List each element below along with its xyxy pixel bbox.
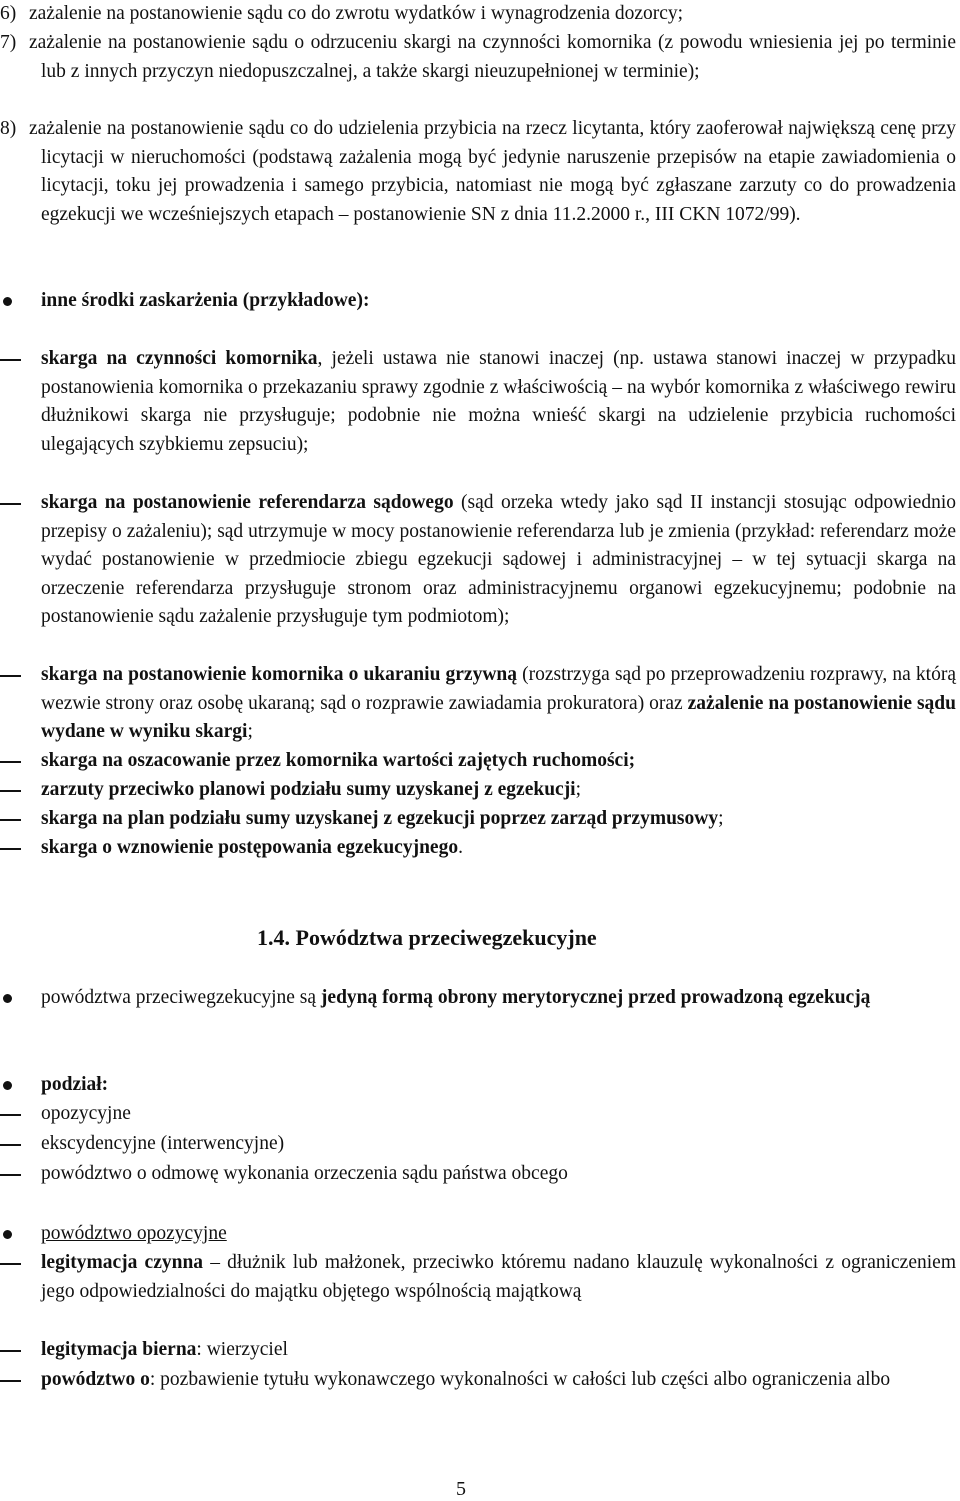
item-text: : wierzyciel	[196, 1339, 288, 1360]
section-title: podział:	[41, 1074, 109, 1095]
dash-icon	[0, 1114, 21, 1116]
dash-item-legitymacja-czynna	[0, 1249, 960, 1306]
item-text: : pozbawienie tytułu wykonawczego wykonalności w całości lub części albo ograniczenia albo	[149, 1369, 891, 1390]
item-bold: skarga na postanowienie komornika o ukaraniu grzywną	[41, 664, 518, 685]
item-bold: zarzuty przeciwko planowi podziału sumy uzyskanej z egzekucji	[41, 779, 576, 800]
item-text: opozycyjne	[41, 1103, 131, 1124]
dash-item-powodztwo-o	[0, 1366, 960, 1395]
item-bold: skarga na czynności komornika	[41, 348, 318, 369]
dash-item-skarga-oszacowanie	[0, 747, 960, 776]
item-text: ;	[575, 779, 582, 800]
inne-srodki-heading	[0, 287, 960, 316]
dash-icon	[0, 848, 21, 850]
section-title: inne środki zaskarżenia (przykładowe):	[41, 290, 370, 311]
bullet-icon	[3, 1081, 12, 1090]
item-number: 7)	[0, 32, 17, 53]
dash-icon	[0, 359, 21, 361]
item-text: – dłużnik lub małżonek, przeciwko któremu nadano klauzulę wykonalności z ograniczeniem jego odpowiedzialności do majątku objętego wspólnością majątkową	[41, 1252, 956, 1302]
list-item-8	[0, 115, 960, 229]
dash-icon	[0, 1380, 21, 1382]
dash-item-legitymacja-bierna	[0, 1336, 960, 1365]
item-number: 6)	[0, 3, 17, 24]
item-bold: powództwo o	[41, 1369, 150, 1390]
item-bold: jedyną formą obrony merytorycznej przed prowadzoną egzekucją	[320, 987, 871, 1008]
dash-item-skarga-grzywna	[0, 661, 960, 747]
item-text: powództwa przeciwegzekucyjne są	[41, 987, 321, 1008]
bullet-icon	[3, 994, 12, 1003]
item-text-2: ;	[247, 721, 253, 742]
bullet-powodztwo-opozycyjne	[0, 1220, 960, 1249]
item-bold: skarga na postanowienie referendarza sądowego	[41, 492, 454, 513]
dash-item-skarga-plan	[0, 805, 960, 834]
item-bold: skarga na oszacowanie przez komornika wartości zajętych ruchomości;	[41, 750, 636, 771]
item-text: (sąd orzeka wtedy jako sąd II instancji stosując odpowiednio przepisy o zażaleniu); sąd utrzymuje w mocy postanowienie referendarza lub je zmienia (przykład: referendarz może wydać postanowienie w przedmiocie zbiegu egzekucji sądowej i administracyjnej – w tej sytuacji skarga na orzeczenie referendarza przysługuje stronom oraz administracyjnemu organowi egzekucyjnemu; podobnie na postanowienie sądu zażalenie przysługuje tym podmiotom);	[41, 492, 957, 627]
dash-icon	[0, 675, 21, 677]
bullet-icon	[3, 297, 12, 306]
section-title: Powództwa przeciwegzekucyjne	[295, 925, 597, 950]
item-text: powództwo o odmowę wykonania orzeczenia sądu państwa obcego	[41, 1163, 568, 1184]
section-number: 1.4.	[257, 925, 290, 950]
section-title: powództwo opozycyjne	[41, 1223, 227, 1244]
dash-item-zarzuty	[0, 776, 960, 805]
item-text: ;	[718, 808, 724, 829]
item-bold: legitymacja bierna	[41, 1339, 197, 1360]
item-text: zażalenie na postanowienie sądu co do udzielenia przybicia na rzecz licytanta, który zaoferował największą cenę przy licytacji w nieruchomości (podstawą zażalenia mogą być jedynie naruszenie przepisów na etapie zawiadomienia o licytacji, toku jej prowadzenia i samego przybicia, natomiast nie mogą być zgłaszane zarzuty co do prowadzenia egzekucji we wcześniejszych etapach – postanowienie SN z dnia 11.2.2000 r., III CKN 1072/99).	[29, 118, 956, 225]
bullet-podzial	[0, 1071, 960, 1100]
item-text: , jeżeli ustawa nie stanowi inaczej (np. ustawa stanowi inaczej w przypadku postanowienia komornika o przekazaniu sprawy zgodnie z właściwością – na wybór komornika z właściwego rewiru dłużnikowi skarga nie przysługuje; podobnie nie można wnieść skargi na udzielenie przybicia ruchomości ulegających szybkiemu zepsuciu);	[41, 348, 957, 455]
bullet-icon	[3, 1230, 12, 1239]
dash-item-ekscydencyjne	[0, 1130, 960, 1159]
dash-icon	[0, 790, 21, 792]
dash-item-skarga-referendarza	[0, 489, 960, 632]
dash-icon	[0, 761, 21, 763]
dash-item-wznowienie	[0, 834, 960, 863]
item-text: ekscydencyjne (interwencyjne)	[41, 1133, 285, 1154]
item-text: (rozstrzyga sąd po przeprowadzeniu rozprawy, na którą wezwie strony oraz osobę ukaraną; sąd o rozprawie zawiadamia prokuratora) oraz	[41, 664, 956, 714]
item-bold-2: zażalenie na postanowienie sądu wydane w wyniku skargi	[41, 692, 956, 742]
dash-icon	[0, 503, 21, 505]
item-bold: legitymacja czynna	[41, 1252, 204, 1273]
bullet-powodztwa	[0, 984, 960, 1013]
list-item-6	[0, 0, 960, 29]
dash-item-opozycyjne	[0, 1100, 960, 1129]
dash-icon	[0, 1350, 21, 1352]
section-heading	[257, 925, 597, 951]
item-number: 8)	[0, 118, 17, 139]
item-text: zażalenie na postanowienie sądu co do zwrotu wydatków i wynagrodzenia dozorcy;	[29, 3, 684, 24]
dash-icon	[0, 1144, 21, 1146]
item-bold: skarga na plan podziału sumy uzyskanej z egzekucji poprzez zarząd przymusowy	[41, 808, 719, 829]
list-item-7	[0, 29, 960, 86]
item-text: zażalenie na postanowienie sądu o odrzuceniu skargi na czynności komornika (z powodu wniesienia jej po terminie lub z innych przyczyn niedopuszczalnej, a także skargi nieuzupełnionej w terminie);	[29, 32, 956, 82]
item-text: .	[458, 837, 463, 858]
dash-item-odmowa	[0, 1160, 960, 1189]
dash-item-skarga-czynnosci	[0, 345, 960, 459]
dash-icon	[0, 819, 21, 821]
page-number: 5	[456, 1478, 466, 1500]
dash-icon	[0, 1263, 21, 1265]
dash-icon	[0, 1174, 21, 1176]
item-bold: skarga o wznowienie postępowania egzekucyjnego	[41, 837, 459, 858]
